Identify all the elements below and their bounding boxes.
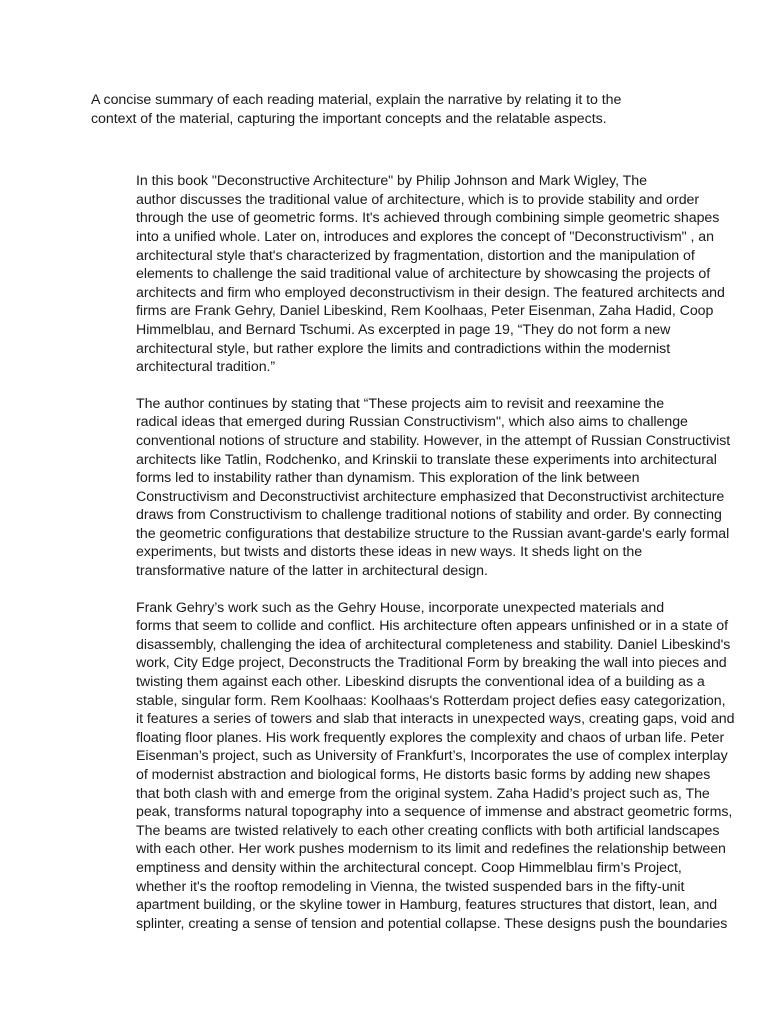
text-line: it features a series of towers and slab that interacts in unexpected ways, creating gaps, void and <box>136 711 735 728</box>
text-line: that both clash with and emerge from the original system. Zaha Hadid’s project such as, The <box>136 785 710 802</box>
text-line: of modernist abstraction and biological forms, He distorts basic forms by adding new shapes <box>136 767 711 783</box>
text-line: splinter, creating a sense of tension and potential collapse. These designs push the boundaries <box>136 915 728 932</box>
text-line: work, City Edge project, Deconstructs the Traditional Form by breaking the wall into pieces and <box>136 655 727 672</box>
text-line: experiments, but twists and distorts these ideas in new ways. It sheds light on the <box>136 544 643 561</box>
text-line: architects and firm who employed deconstructivism in their design. The featured architects and <box>136 284 725 301</box>
text-line: architectural style that's characterized by fragmentation, distortion and the manipulation of <box>136 247 695 264</box>
text-line: In this book "Deconstructive Architecture" by Philip Johnson and Mark Wigley, The <box>136 173 647 190</box>
text-line: twisting them against each other. Libeskind disrupts the conventional idea of a building as a <box>136 674 705 691</box>
text-line: peak, transforms natural topography into a sequence of immense and abstract geometric forms, <box>136 804 733 821</box>
text-line: through the use of geometric forms. It's achieved through combining simple geometric shapes <box>136 210 720 227</box>
text-line: architectural style, but rather explore the limits and contradictions within the modernist <box>136 340 671 357</box>
text-line: floating floor planes. His work frequently explores the complexity and chaos of urban life. Peter <box>136 729 725 746</box>
text-line: architects like Tatlin, Rodchenko, and Krinskii to translate these experiments into architectural <box>136 451 717 468</box>
text-line: Frank Gehry’s work such as the Gehry House, incorporate unexpected materials and <box>136 599 665 616</box>
text-line: elements to challenge the said traditional value of architecture by showcasing the projects of <box>136 266 711 283</box>
text-line: emptiness and density within the architectural concept. Coop Himmelblau firm’s Project, <box>136 859 682 876</box>
text-line: architectural tradition.” <box>136 359 276 376</box>
text-line: disassembly, challenging the idea of architectural completeness and stability. Daniel Libeskind's <box>136 636 731 653</box>
text-line: conventional notions of structure and stability. However, in the attempt of Russian Constructivist <box>136 432 731 449</box>
text-line: draws from Constructivism to challenge traditional notions of stability and order. By connecting <box>136 507 722 524</box>
document-body <box>91 91 735 933</box>
text-line: context of the material, capturing the important concepts and the relatable aspects. <box>91 110 607 127</box>
text-line: stable, singular form. Rem Koolhaas: Koolhaas's Rotterdam project defies easy categorization, <box>136 692 726 709</box>
text-line: A concise summary of each reading material, explain the narrative by relating it to the <box>91 92 622 108</box>
text-line: forms led to instability rather than dynamism. This exploration of the link between <box>136 470 640 487</box>
text-line: The beams are twisted relatively to each other creating conflicts with both artificial landscapes <box>136 822 720 839</box>
text-line: Himmelblau, and Bernard Tschumi. As excerpted in page 19, “They do not form a new <box>136 321 671 338</box>
text-line: apartment building, or the skyline tower in Hamburg, features structures that distort, lean, and <box>136 897 718 914</box>
text-line: into a unified whole. Later on, introduces and explores the concept of "Deconstructivism" , an <box>136 228 714 245</box>
text-line: forms that seem to collide and conflict. His architecture often appears unfinished or in a state of <box>136 618 729 635</box>
text-line: transformative nature of the latter in architectural design. <box>136 563 488 580</box>
text-line: radical ideas that emerged during Russian Constructivism", which also aims to challenge <box>136 414 688 431</box>
paragraph-russian-constructivism <box>91 395 731 581</box>
text-line: Constructivism and Deconstructivist architecture emphasized that Deconstructivist architecture <box>136 488 725 505</box>
text-line: author discusses the traditional value of architecture, which is to provide stability and order <box>136 191 700 208</box>
text-line: The author continues by stating that “These projects aim to revisit and reexamine the <box>136 395 665 412</box>
text-line: whether it's the rooftop remodeling in Vienna, the twisted suspended bars in the fifty-unit <box>136 878 685 895</box>
text-line: the geometric configurations that destabilize structure to the Russian avant-garde's early formal <box>136 525 730 542</box>
text-line: Eisenman’s project, such as University of Frankfurt’s, Incorporates the use of complex interplay <box>136 748 728 765</box>
text-line: with each other. Her work pushes modernism to its limit and redefines the relationship between <box>136 841 726 858</box>
paragraph-deconstructive-architecture <box>91 172 725 377</box>
paragraph-featured-architects <box>91 599 735 934</box>
text-line: firms are Frank Gehry, Daniel Libeskind, Rem Koolhaas, Peter Eisenman, Zaha Hadid, Coop <box>136 303 714 320</box>
intro-prompt <box>91 91 681 128</box>
